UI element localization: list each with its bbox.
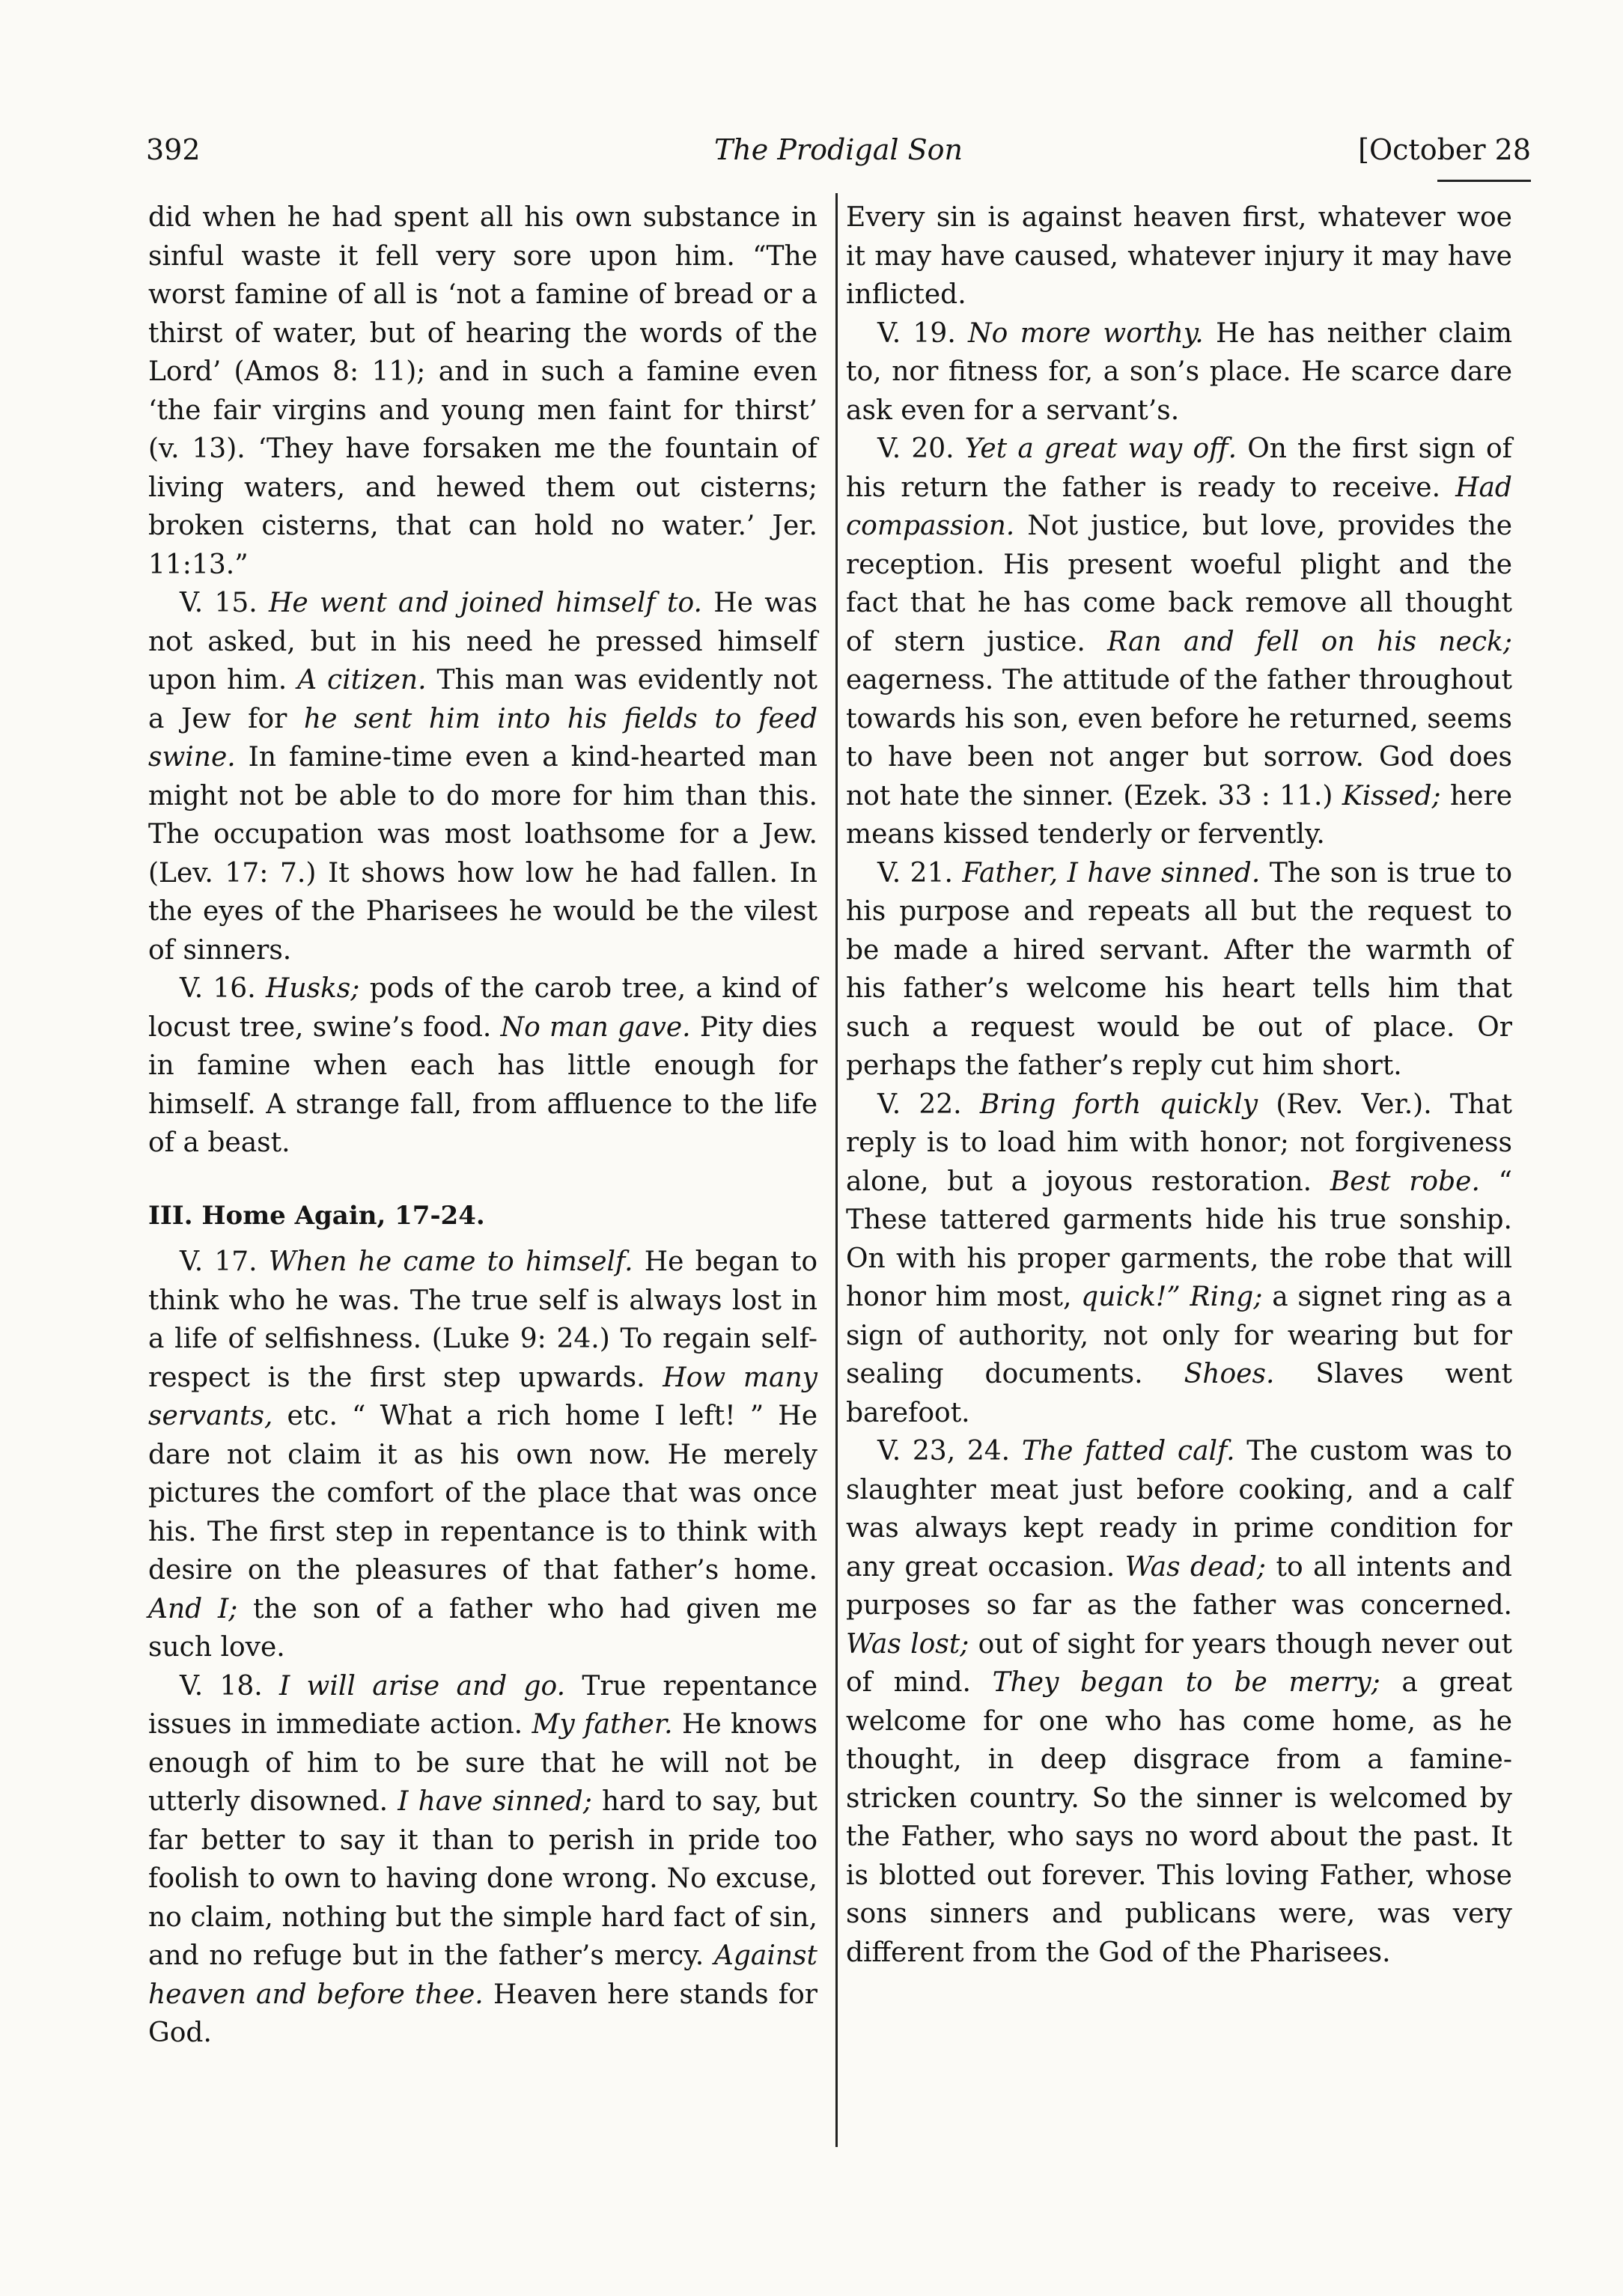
quoted-phrase: quick!” bbox=[1081, 1282, 1181, 1312]
paragraph-v23-24 bbox=[846, 1432, 1512, 1972]
verse-ref: V. 15. bbox=[180, 588, 258, 618]
verse-ref: V. 16. bbox=[180, 973, 256, 1004]
quoted-phrase: Was dead; bbox=[1124, 1551, 1267, 1583]
paragraph-text: On the first sign of his return the father is ready to receive. bbox=[846, 433, 1513, 503]
quoted-phrase: Husks; bbox=[265, 973, 360, 1004]
paragraph-text: He began to think who he was. The true self is always lost in a life of selfishness. (Luke 9: 24.) To regain self-respect is the first step upwards. bbox=[148, 1246, 818, 1393]
paragraph-text: a great welcome for one who has come home, as he thought, in deep disgrace from a famine-stricken country. So the sinner is welcomed by the Father, who says no word about the past. It is blotted out forever. This loving Father, whose sons sinners and publicans were, was very different from the God of the Pharisees. bbox=[846, 1667, 1512, 1968]
paragraph-text: The custom was to slaughter meat just before cooking, and a calf was always kept ready in prime condition for any great occasion. bbox=[846, 1436, 1512, 1583]
paragraph-v18 bbox=[148, 1667, 817, 2053]
paragraph-text: He knows enough of him to be sure that he will not be utterly disowned. bbox=[148, 1709, 818, 1817]
paragraph-text: eagerness. The attitude of the father throughout towards his son, even before he returned, seems to have been not anger but sorrow. God does not hate the sinner. (Ezek. 33 : 11.) bbox=[846, 665, 1512, 811]
paragraph-text: Every sin is against heaven first, whatever woe it may have caused, whatever injury it may have inflicted. bbox=[846, 202, 1512, 310]
running-head bbox=[146, 127, 1531, 172]
paragraph-text: did when he had spent all his own substance in sinful waste it fell very sore upon him. “The worst famine of all is ‘not a famine of bread or a thirst of water, but of hearing the words of the Lord’ (Amos 8: 11); and in such a famine even ‘the fair virgins and young men faint for thirst’ (v. 13). ‘They have forsaken me the fountain of living waters, and hewed them out cisterns; broken cisterns, that can hold no water.’ Jer. 11:13.” bbox=[148, 202, 817, 580]
paragraph-text: out of sight for years though never out of mind. bbox=[846, 1628, 1512, 1698]
quoted-phrase: Best robe. bbox=[1330, 1166, 1480, 1197]
paragraph-v21 bbox=[846, 854, 1512, 1085]
page-number: 392 bbox=[146, 133, 201, 166]
paragraph-text: Pity dies in famine when each has little enough for himself. A strange fall, from affluence to the life of a beast. bbox=[148, 1011, 817, 1158]
paragraph-text: hard to say, but far better to say it than to perish in pride too foolish to own to having done wrong. No excuse, no claim, nothing but the simple hard fact of sin, and no refuge but in the father’s mercy. bbox=[148, 1786, 817, 1971]
quoted-phrase: Father, I have sinned. bbox=[962, 857, 1261, 889]
paragraph-text: etc. “ What a rich home I left! ” He dare not claim it as his own now. He merely pictures the comfort of the place that was once his. The first step in repentance is to think with desire on the pleasures of that father’s home. bbox=[148, 1401, 817, 1586]
quoted-phrase: Shoes. bbox=[1184, 1359, 1275, 1389]
verse-ref: V. 21. bbox=[877, 857, 953, 889]
paragraph-text: the son of a father who had given me such love. bbox=[148, 1593, 817, 1663]
paragraph-text: True repentance issues in immediate action. bbox=[148, 1670, 817, 1740]
quoted-phrase: Ran and fell on his neck; bbox=[1107, 626, 1512, 657]
column-divider bbox=[835, 193, 838, 2147]
paragraph-text: Not justice, but love, provides the reception. His present woeful plight and the fact that he has come back remove all thought of stern justice. bbox=[846, 511, 1512, 657]
section-heading: III. Home Again, 17-24. bbox=[148, 1200, 485, 1231]
paragraph-text: to all intents and purposes so far as the father was concerned. bbox=[846, 1551, 1512, 1621]
quoted-phrase: I will arise and go. bbox=[279, 1670, 566, 1702]
quoted-phrase: Against heaven and before thee. bbox=[148, 1940, 817, 2010]
verse-ref: V. 18. bbox=[180, 1670, 263, 1702]
quoted-phrase: Yet a great way off. bbox=[964, 433, 1237, 464]
paragraph-v22 bbox=[846, 1085, 1512, 1433]
paragraph-text: He was not asked, but in his need he pressed himself upon him. bbox=[148, 588, 817, 695]
paragraph-text: He has neither claim to, nor fitness for, a son’s place. He scarce dare ask even for a servant’s. bbox=[846, 317, 1513, 426]
quoted-phrase: Bring forth quickly bbox=[979, 1088, 1258, 1120]
quoted-phrase: My father. bbox=[532, 1709, 673, 1740]
left-column bbox=[148, 198, 817, 2053]
paragraph-text: pods of the carob tree, a kind of locust tree, swine’s food. bbox=[148, 973, 817, 1043]
quoted-phrase: Was lost; bbox=[846, 1628, 969, 1660]
paragraph-text: here means kissed tenderly or fervently. bbox=[846, 780, 1513, 850]
paragraph-text: In famine-time even a kind-hearted man might not be able to do more for him than this. The occupation was most loathsome for a Jew. (Lev. 17: 7.) It shows how low he had fallen. In the eyes of the Pharisees he would be the vilest of sinners. bbox=[148, 742, 817, 966]
paragraph-v20 bbox=[846, 430, 1512, 854]
verse-ref: V. 22. bbox=[877, 1088, 962, 1120]
paragraph-text: “ These tattered garments hide his true sonship. On with his proper garments, the robe that will honor him most, bbox=[846, 1166, 1512, 1312]
paragraph-v16 bbox=[148, 969, 817, 1163]
quoted-phrase: The fatted calf. bbox=[1021, 1436, 1235, 1467]
paragraph-v17 bbox=[148, 1243, 817, 1667]
paragraph-continuation bbox=[846, 198, 1512, 314]
paragraph-v15 bbox=[148, 584, 817, 969]
quoted-phrase: They began to be merry; bbox=[992, 1667, 1380, 1698]
header-rule bbox=[1437, 180, 1531, 182]
paragraph-text: a signet ring as a sign of authority, not only for wearing but for sealing documents. bbox=[846, 1282, 1512, 1389]
quoted-phrase: When he came to himself. bbox=[268, 1246, 633, 1277]
verse-ref: V. 17. bbox=[180, 1246, 258, 1277]
verse-ref: V. 23, 24. bbox=[877, 1436, 1011, 1467]
running-title: The Prodigal Son bbox=[713, 133, 963, 166]
quoted-phrase: He went and joined himself to. bbox=[269, 588, 702, 618]
paragraph-text: This man was evidently not a Jew for bbox=[148, 665, 817, 734]
quoted-phrase: And I; bbox=[148, 1593, 238, 1624]
quoted-phrase: No man gave. bbox=[500, 1011, 691, 1043]
paragraph-text: The son is true to his purpose and repeats all but the request to be made a hired servant. After the warmth of his father’s welcome his heart tells him that such a request would be out of place. Or perhaps the father’s reply cut him short. bbox=[846, 857, 1512, 1081]
quoted-phrase: A citizen. bbox=[297, 665, 427, 695]
verse-ref: V. 20. bbox=[877, 433, 954, 464]
quoted-phrase: Had compassion. bbox=[846, 472, 1512, 541]
right-column bbox=[846, 198, 1512, 1972]
running-date: [October 28 bbox=[1358, 133, 1531, 166]
quoted-phrase: Kissed; bbox=[1342, 780, 1441, 811]
paragraph-text: Heaven here stands for God. bbox=[148, 1979, 817, 2048]
quoted-phrase: Ring; bbox=[1190, 1282, 1263, 1312]
quoted-phrase: No more worthy. bbox=[968, 317, 1204, 349]
paragraph-text: (Rev. Ver.). That reply is to load him with honor; not forgiveness alone, but a joyous restoration. bbox=[846, 1088, 1513, 1197]
paragraph-v19 bbox=[846, 314, 1512, 430]
quoted-phrase: I have sinned; bbox=[398, 1786, 592, 1817]
quoted-phrase: How many servants, bbox=[148, 1362, 818, 1431]
paragraph-text: Slaves went barefoot. bbox=[846, 1359, 1512, 1428]
quoted-phrase: he sent him into his fields to feed swine. bbox=[148, 703, 817, 773]
paragraph-continuation bbox=[148, 198, 817, 584]
verse-ref: V. 19. bbox=[877, 317, 956, 349]
